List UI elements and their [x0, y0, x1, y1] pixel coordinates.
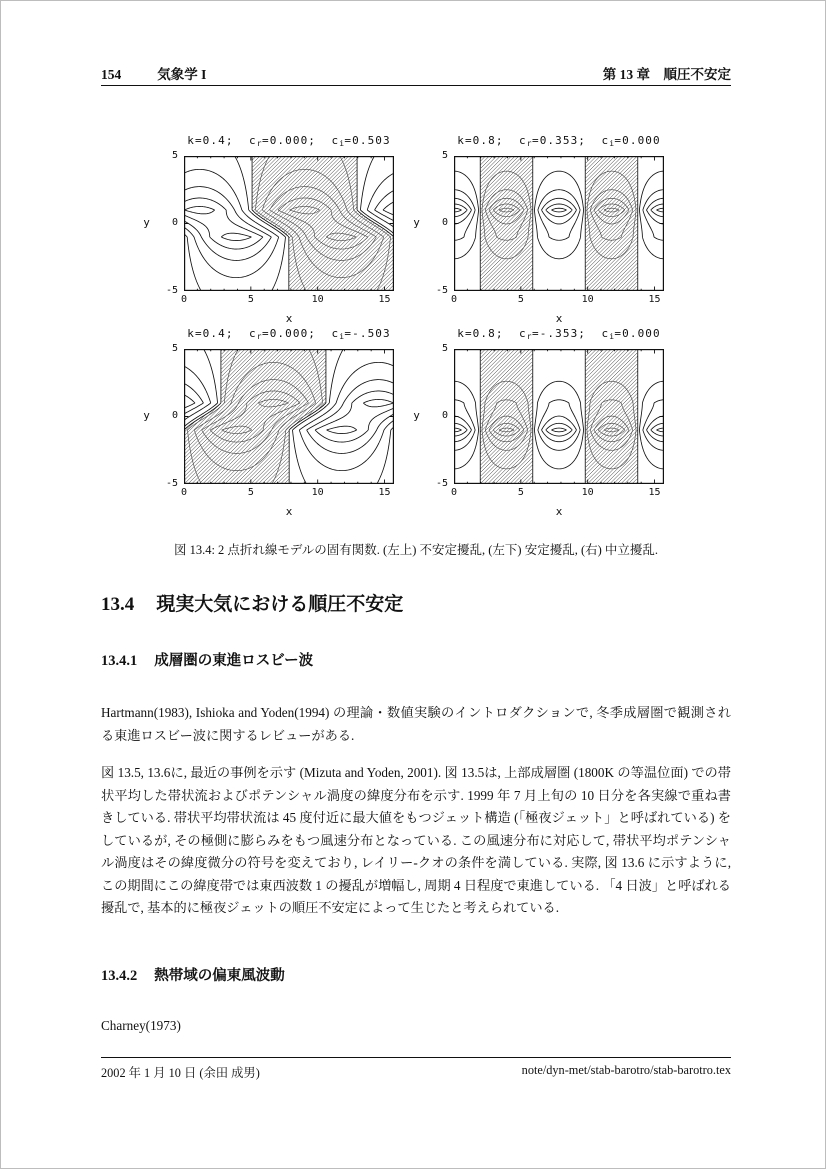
y-tick-label: -5 [165, 477, 178, 489]
subsection-2-number: 13.4.2 [101, 968, 138, 984]
contour-panel-bottom-right [409, 324, 694, 544]
title-subscript: r [256, 332, 262, 341]
panel-title [159, 327, 419, 341]
title-text: =0.000 [614, 134, 661, 147]
footer-rule [101, 1057, 731, 1058]
x-tick-label: 15 [648, 487, 661, 498]
x-tick-label: 10 [581, 487, 594, 498]
y-tick-label: 5 [171, 342, 178, 354]
course-title: 気象学 I [157, 67, 207, 82]
title-text: =0.503 [344, 134, 391, 147]
chapter-title: 第 13 章 順圧不安定 [602, 67, 731, 82]
x-tick-label: 0 [180, 487, 188, 498]
x-tick-label: 10 [311, 294, 324, 305]
subsection-1-title: 成層圏の東進ロスビー波 [154, 653, 314, 669]
title-subscript: i [339, 332, 345, 341]
x-tick-label: 15 [648, 294, 661, 305]
y-tick-label: 5 [441, 342, 448, 354]
y-tick-label: 0 [171, 410, 178, 421]
contour-panel-top-right [409, 131, 694, 351]
x-axis-label: x [285, 505, 293, 518]
section-heading [101, 589, 403, 616]
title-text: k=0.8; c [457, 327, 527, 340]
x-tick-label: 0 [180, 294, 188, 305]
x-tick-label: 15 [378, 487, 391, 498]
page-header [101, 63, 731, 83]
page-footer [101, 1063, 731, 1081]
x-tick-label: 10 [311, 487, 324, 498]
x-tick-label: 5 [517, 487, 524, 498]
subsection-heading-2 [101, 964, 285, 985]
subsection-heading-1 [101, 649, 313, 670]
x-axis-label: x [285, 312, 293, 325]
title-text: k=0.4; c [187, 327, 257, 340]
title-text: =0.000; c [261, 134, 340, 147]
title-subscript: r [526, 332, 532, 341]
y-tick-label: 5 [171, 149, 178, 161]
title-subscript: i [609, 332, 615, 341]
section-number: 13.4 [101, 594, 135, 615]
x-tick-label: 5 [517, 294, 524, 305]
y-axis-label: y [413, 408, 420, 422]
contour-canvas-bottom-left [184, 349, 394, 484]
title-subscript: r [256, 139, 262, 148]
body-paragraph-2: 図 13.5, 13.6に, 最近の事例を示す (Mizuta and Yoden, 2001). 図 13.5は, 上部成層圏 (1800K の等温位面) での帯状平均した帯状流およびポテンシャル渦度の緯度分布を示す. 1999 年 7 月上旬の 10 日分を各実線で重ね書きしている. 帯状平均帯状流は 45 度付近に最大値をもつジェット構造 (「極夜ジェット」と呼ばれている) をしているが, その極側に膨らみをもつ風速分布となっている. この風速分布に対応して, 帯状平均ポテンシャル渦度はその緯度微分の符号を変えており, レイリー-クオの条件を満している. 実際, 図 13.6 に示すように, この期間にこの緯度帯では東西波数 1 の擾乱が増幅し, 周期 4 日程度で東進している. 「4 日波」と呼ばれる擾乱で, 基本的に極夜ジェットの順圧不安定によって生じたと考えられている. [101, 765, 731, 915]
figure-caption: 図 13.4: 2 点折れ線モデルの固有関数. (左上) 不安定擾乱, (左下) 安定擾乱, (右) 中立擾乱. [173, 543, 659, 557]
panel-title [429, 327, 689, 341]
title-text: =0.000; c [261, 327, 340, 340]
body-paragraph-3: Charney(1973) [101, 1018, 181, 1033]
title-text: k=0.8; c [457, 134, 527, 147]
subsection-2-title: 熱帯域の偏東風波動 [154, 968, 285, 984]
y-axis-label: y [143, 215, 150, 229]
y-tick-label: -5 [435, 284, 448, 296]
footer-date: 2002 年 1 月 10 日 (余田 成男) [101, 1066, 260, 1080]
contour-canvas-top-right [454, 156, 664, 291]
contour-panel-top-left [139, 131, 424, 351]
x-tick-label: 15 [378, 294, 391, 305]
y-tick-label: 0 [441, 410, 448, 421]
title-text: =0.000 [614, 327, 661, 340]
section-title: 現実大気における順圧不安定 [156, 594, 404, 615]
y-tick-label: -5 [435, 477, 448, 489]
x-tick-label: 5 [247, 294, 254, 305]
page-number: 154 [101, 67, 122, 82]
contour-panel-bottom-left [139, 324, 424, 544]
body-paragraph-1: Hartmann(1983), Ishioka and Yoden(1994) の理論・数値実験のイントロダクションで, 冬季成層圏で観測される東進ロスビー波に関するレビューがある. [101, 705, 731, 743]
title-text: =0.353; c [531, 134, 610, 147]
y-tick-label: 0 [171, 217, 178, 228]
y-tick-label: 5 [441, 149, 448, 161]
title-subscript: i [609, 139, 615, 148]
title-text: k=0.4; c [187, 134, 257, 147]
x-tick-label: 0 [450, 294, 458, 305]
contour-canvas-bottom-right [454, 349, 664, 484]
title-text: =-.503 [344, 327, 391, 340]
panel-title [429, 134, 689, 148]
footer-source-path: note/dyn-met/stab-barotro/stab-barotro.tex [521, 1063, 731, 1077]
x-axis-label: x [555, 312, 563, 325]
title-subscript: r [526, 139, 532, 148]
x-axis-label: x [555, 505, 563, 518]
header-rule [101, 85, 731, 86]
x-tick-label: 10 [581, 294, 594, 305]
title-text: =-.353; c [531, 327, 610, 340]
y-tick-label: -5 [165, 284, 178, 296]
panel-title [159, 134, 419, 148]
x-tick-label: 0 [450, 487, 458, 498]
subsection-1-number: 13.4.1 [101, 653, 138, 669]
contour-canvas-top-left [184, 156, 394, 291]
x-tick-label: 5 [247, 487, 254, 498]
y-axis-label: y [413, 215, 420, 229]
y-axis-label: y [143, 408, 150, 422]
title-subscript: i [339, 139, 345, 148]
y-tick-label: 0 [441, 217, 448, 228]
